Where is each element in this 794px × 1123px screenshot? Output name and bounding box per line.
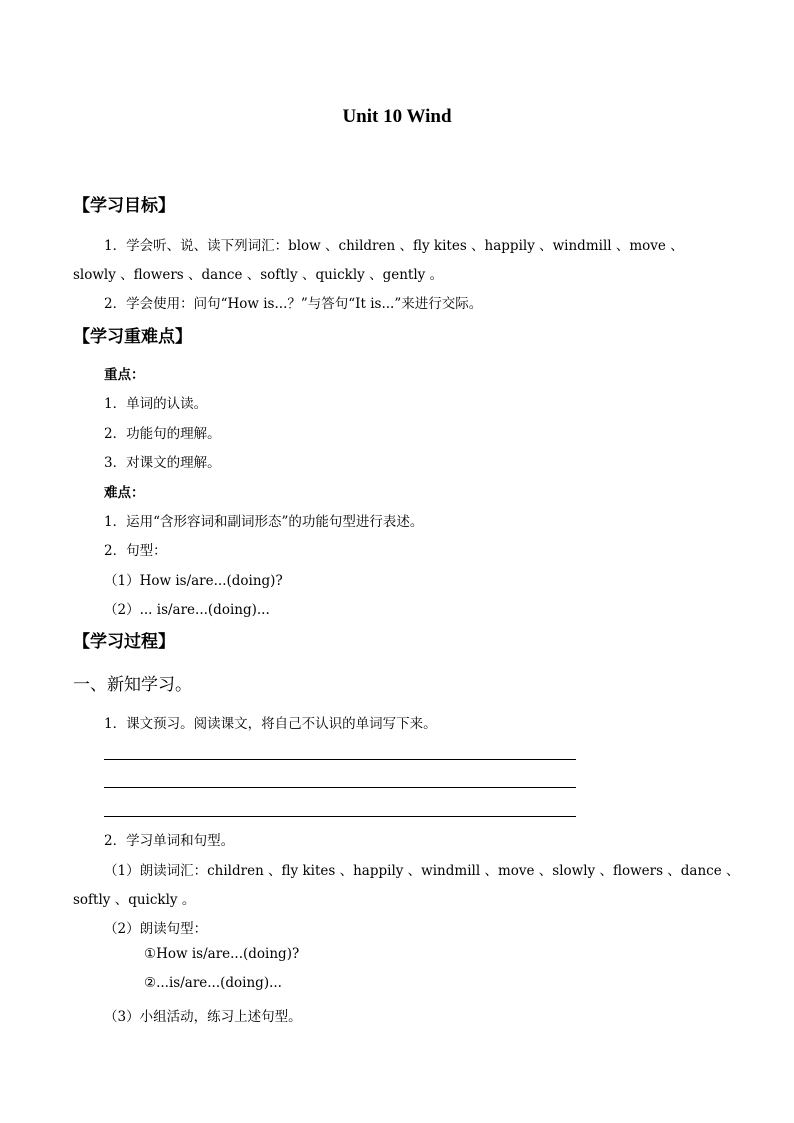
pattern-1: ①How is/are...(doing)? bbox=[144, 946, 300, 962]
answer-line-3[interactable] bbox=[104, 816, 576, 817]
pattern-2: ②...is/are...(doing)... bbox=[144, 975, 282, 991]
goals-item-2: 2．学会使用：问句“How is...？”与答句“It is...”来进行交际。 bbox=[104, 296, 483, 312]
step-2-sub-2: （2）朗读句型： bbox=[104, 921, 208, 937]
focus-item-2: 2．功能句的理解。 bbox=[104, 426, 221, 442]
goals-item-1-line-2: slowly 、flowers 、dance 、softly 、quickly 、gently 。 bbox=[73, 267, 444, 283]
answer-line-2[interactable] bbox=[104, 787, 576, 788]
section-new-knowledge: 一、新知学习。 bbox=[73, 675, 192, 695]
difficulty-label: 难点： bbox=[104, 485, 145, 501]
step-2: 2．学习单词和句型。 bbox=[104, 833, 235, 849]
focus-label: 重点： bbox=[104, 367, 145, 383]
step-2-sub-1-line-2: softly 、quickly 。 bbox=[73, 892, 196, 908]
focus-item-1: 1．单词的认读。 bbox=[104, 396, 208, 412]
step-2-sub-1-line-1: （1）朗读词汇：children 、fly kites 、happily 、windmill 、move 、slowly 、flowers 、dance 、 bbox=[104, 863, 740, 879]
difficulty-item-3: （1）How is/are...(doing)? bbox=[104, 573, 283, 589]
step-1: 1．课文预习。阅读课文，将自己不认识的单词写下来。 bbox=[104, 716, 437, 732]
answer-line-1[interactable] bbox=[104, 759, 576, 760]
focus-item-3: 3．对课文的理解。 bbox=[104, 455, 221, 471]
difficulty-item-1: 1．运用“含形容词和副词形态”的功能句型进行表述。 bbox=[104, 514, 424, 530]
document-title: Unit 10 Wind bbox=[342, 106, 452, 127]
key-points-heading: 【学习重难点】 bbox=[73, 327, 192, 347]
goals-heading: 【学习目标】 bbox=[73, 196, 175, 216]
process-heading: 【学习过程】 bbox=[73, 632, 175, 652]
difficulty-item-4: （2）... is/are...(doing)... bbox=[104, 602, 270, 618]
difficulty-item-2: 2．句型： bbox=[104, 543, 167, 559]
step-2-sub-3: （3）小组活动，练习上述句型。 bbox=[104, 1009, 302, 1025]
goals-item-1-line-1: 1．学会听、说、读下列词汇：blow 、children 、fly kites 、happily 、windmill 、move 、 bbox=[104, 238, 684, 254]
